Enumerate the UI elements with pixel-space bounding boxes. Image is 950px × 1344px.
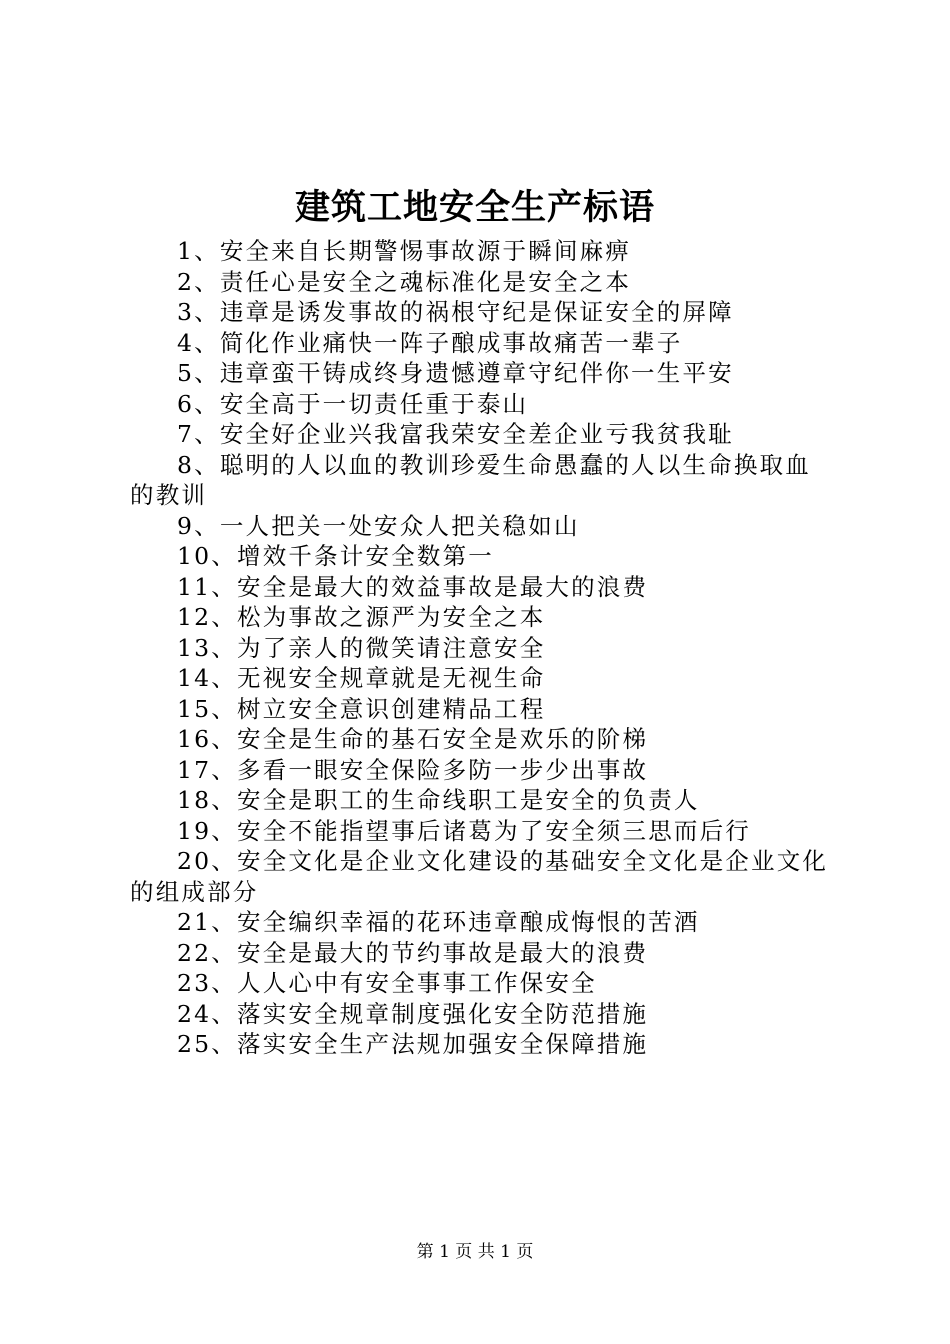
slogan-item: 19、安全不能指望事后诸葛为了安全须三思而后行: [177, 816, 752, 845]
slogan-item: 6、安全高于一切责任重于泰山: [177, 389, 529, 418]
slogan-item: 12、松为事故之源严为安全之本: [177, 603, 546, 631]
slogan-item: 25、落实安全生产法规加强安全保障措施: [177, 1030, 649, 1058]
slogan-item: 4、简化作业痛快一阵子酿成事故痛苦一辈子: [177, 328, 683, 357]
slogan-list: [130, 236, 835, 1060]
slogan-item: 20、安全文化是企业文化建设的基础安全文化是企业文化的组成部分: [130, 847, 829, 906]
slogan-item: 10、增效千条计安全数第一: [177, 542, 495, 570]
slogan-item: 8、聪明的人以血的教训珍爱生命愚蠢的人以生命换取血的教训: [130, 450, 811, 509]
slogan-item: 7、安全好企业兴我富我荣安全差企业亏我贫我耻: [177, 420, 734, 448]
document-title: 建筑工地安全生产标语: [294, 187, 655, 228]
slogan-item: 13、为了亲人的微笑请注意安全: [177, 633, 546, 662]
slogan-item: 11、安全是最大的效益事故是最大的浪费: [177, 572, 649, 601]
slogan-item: 2、责任心是安全之魂标准化是安全之本: [177, 267, 632, 296]
slogan-item: 1、安全来自长期警惕事故源于瞬间麻痹: [177, 237, 632, 265]
slogan-item: 24、落实安全规章制度强化安全防范措施: [177, 999, 649, 1028]
page-footer: 第 1 页 共 1 页: [416, 1242, 534, 1262]
slogan-item: 14、无视安全规章就是无视生命: [177, 664, 546, 692]
slogan-item: 17、多看一眼安全保险多防一步少出事故: [177, 755, 649, 784]
slogan-item: 3、违章是诱发事故的祸根守纪是保证安全的屏障: [177, 298, 734, 326]
slogan-item: 9、一人把关一处安众人把关稳如山: [177, 511, 580, 540]
slogan-item: 18、安全是职工的生命线职工是安全的负责人: [177, 786, 700, 814]
slogan-item: 15、树立安全意识创建精品工程: [177, 694, 546, 723]
slogan-item: 21、安全编织幸福的花环违章酿成悔恨的苦酒: [177, 908, 700, 936]
slogan-item: 16、安全是生命的基石安全是欢乐的阶梯: [177, 725, 649, 753]
slogan-item: 23、人人心中有安全事事工作保安全: [177, 969, 597, 997]
slogan-item: 22、安全是最大的节约事故是最大的浪费: [177, 938, 649, 967]
slogan-item: 5、违章蛮干铸成终身遗憾遵章守纪伴你一生平安: [177, 359, 734, 387]
